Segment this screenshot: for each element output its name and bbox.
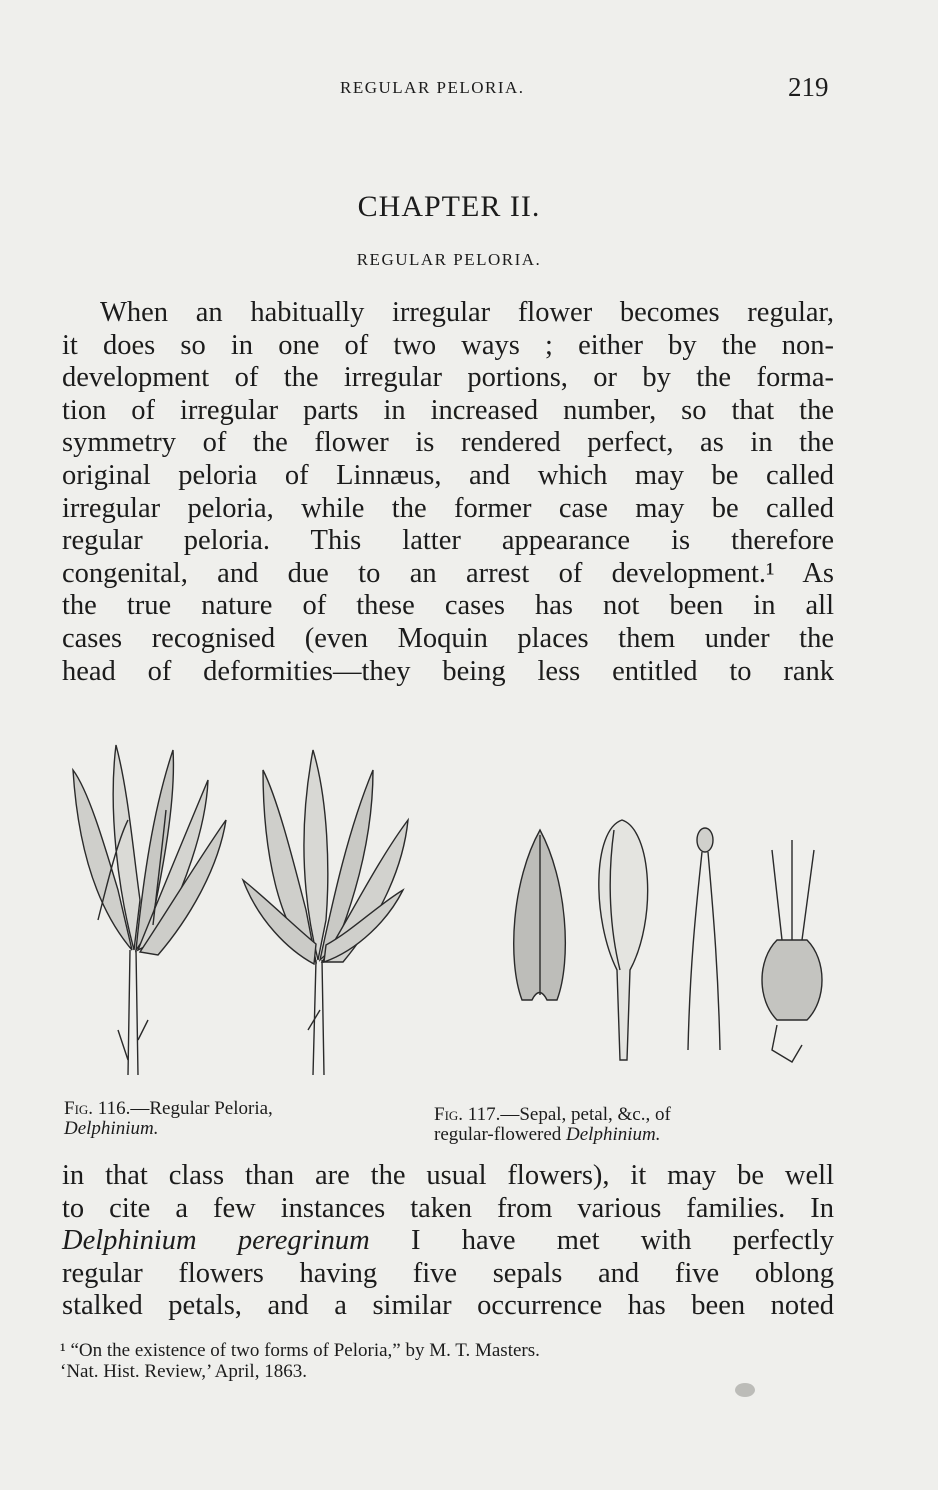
text-line: head of deformities—they being less entitled to rank [62,655,834,687]
stamen-drawing [688,828,720,1050]
text-line: stalked petals, and a similar occurrence has been noted [62,1290,834,1322]
paragraph-2 [62,1160,834,1323]
text-line: it does so in one of two ways ; either by the non- [62,329,834,361]
figure-116-illustration [58,730,418,1075]
footnote [60,1340,836,1382]
text-line: congenital, and due to an arrest of development.¹ As [62,557,834,589]
text-line: irregular peloria, while the former case may be called [62,492,834,524]
figure-117-caption-text: —Sepal, petal, &c., of [500,1104,671,1125]
footnote-line-2: ‘Nat. Hist. Review,’ April, 1863. [60,1361,307,1382]
text-line: tion of irregular parts in increased number, so that the [62,394,834,426]
section-title: REGULAR PELORIA. [356,250,542,269]
text-line: in that class than are the usual flowers), it may be well [62,1160,834,1191]
text-line: original peloria of Linnæus, and which may be called [62,459,834,491]
text-line: symmetry of the flower is rendered perfect, as in the [62,427,834,459]
figure-116-label: Fig. 116. [64,1098,131,1119]
text-line: regular peloria. This latter appearance is therefore [62,525,834,557]
text-line: regular flowers having five sepals and five oblong [62,1257,834,1289]
species-name: Delphinium peregrinum [62,1225,370,1257]
text-line: the true nature of these cases has not been in all [62,590,834,622]
figure-117-genus: Delphinium. [566,1124,661,1145]
text-line: cases recognised (even Moquin places them under the [62,622,834,654]
text-line: When an habitually irregular flower becomes regular, [100,297,834,328]
figure-116-genus: Delphinium. [64,1118,159,1139]
paragraph-1 [62,297,834,688]
text-line [62,1225,834,1258]
ink-smudge [735,1383,755,1397]
text-line: development of the irregular portions, or by the forma- [62,362,834,394]
figure-117-label: Fig. 117. [434,1104,501,1125]
running-head: REGULAR PELORIA. [340,78,525,97]
figure-116-caption-text: —Regular Peloria, [130,1098,273,1119]
figure-117-caption-line2: regular-flowered [434,1124,562,1145]
figure-117-caption [434,1105,834,1145]
sepal-drawing [514,830,566,1000]
flower-right-drawing [243,750,408,1075]
page-number: 219 [788,72,829,102]
flower-left-drawing [73,745,226,1075]
text-line-rest: I have met with perfectly [369,1225,834,1257]
figure-116-caption [64,1099,394,1139]
footnote-line-1: ¹ “On the existence of two forms of Peloria,” by M. T. Masters. [60,1340,540,1361]
chapter-title: CHAPTER II. [357,190,541,223]
petal-drawing [599,820,648,1060]
text-line: to cite a few instances taken from various families. In [62,1192,834,1224]
carpels-drawing [762,840,822,1062]
figure-117-illustration [492,800,842,1070]
